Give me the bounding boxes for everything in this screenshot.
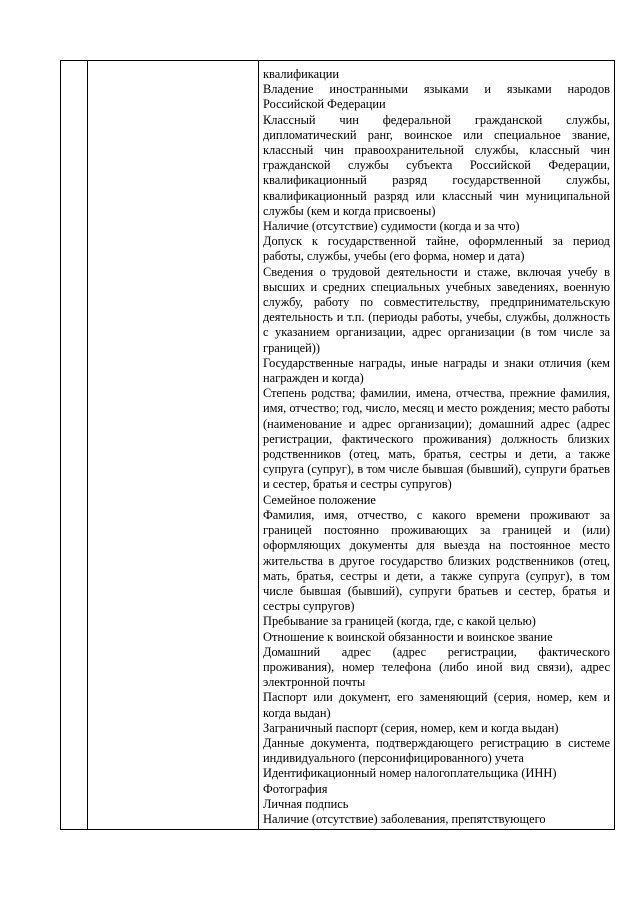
description-list xyxy=(259,61,614,827)
list-item: Фамилия, имя, отчество, с какого времени проживают за границей постоянно проживающих за границей и (или) оформляющих документы для выезда на постоянное место жительства в другое государство близких родственников (отец, мать, братья, сестры и дети, а также супруга (супруг), в том числе бывшая (бывший), супруги братьев и сестер, братья и сестры супругов) xyxy=(263,507,610,614)
list-item: Государственные награды, иные награды и знаки отличия (кем награжден и когда) xyxy=(263,355,610,386)
list-item: Владение иностранными языками и языками народов Российской Федерации xyxy=(263,82,610,112)
list-item: Классный чин федеральной гражданской службы, дипломатический ранг, воинское или специальное звание, классный чин правоохранительной службы, классный чин гражданской службы субъекта Российской Федерации, квалификационный разряд государственной службы, квалификационный разряд или классный чин муниципальной службы (кем и когда присвоены) xyxy=(263,112,610,218)
document-table xyxy=(60,60,615,830)
list-item: Допуск к государственной тайне, оформленный за период работы, службы, учебы (его форма, номер и дата) xyxy=(263,234,610,264)
list-item: Заграничный паспорт (серия, номер, кем и когда выдан) xyxy=(263,720,559,735)
code-cell xyxy=(88,61,259,830)
table-row xyxy=(61,61,615,830)
list-item: Фотография xyxy=(263,781,328,796)
list-item: Сведения о трудовой деятельности и стаже, включая учебу в высших и средних специальных учебных заведениях, военную службу, работу по совместительству, предпринимательскую деятельность и т.п. (периоды работы, учебы, службы, должность с указанием организации, адрес организации (в том числе за границей)) xyxy=(263,264,610,355)
list-item: Паспорт или документ, его заменяющий (серия, номер, кем и когда выдан) xyxy=(263,690,610,720)
list-item: Пребывание за границей (когда, где, с какой целью) xyxy=(263,614,536,629)
description-cell xyxy=(259,61,615,830)
number-cell xyxy=(61,61,88,830)
list-item: Наличие (отсутствие) заболевания, препятствующего xyxy=(263,811,546,826)
list-item: Личная подпись xyxy=(263,796,349,811)
list-item: Степень родства; фамилии, имена, отчества, прежние фамилия, имя, отчество; год, число, месяц и место рождения; место работы (наименование и адрес организации); домашний адрес (адрес регистрации, фактического проживания) должность близких родственников (отец, мать, братья, сестры и дети, а также супруга (супруг), в том числе бывшая (бывший), супруги братьев и сестер, братья и сестры супругов) xyxy=(263,386,610,492)
list-item: квалификации xyxy=(263,67,340,81)
list-item: Наличие (отсутствие) судимости (когда и за что) xyxy=(263,219,520,234)
list-item: Семейное положение xyxy=(263,492,376,507)
list-item: Идентификационный номер налогоплательщика (ИНН) xyxy=(263,766,557,781)
list-item: Домашний адрес (адрес регистрации, фактического проживания), номер телефона (либо иной вид связи), адрес электронной почты xyxy=(263,644,610,690)
list-item: Данные документа, подтверждающего регистрацию в системе индивидуального (персонифицированного) учета xyxy=(263,735,610,766)
list-item: Отношение к воинской обязанности и воинское звание xyxy=(263,629,553,644)
